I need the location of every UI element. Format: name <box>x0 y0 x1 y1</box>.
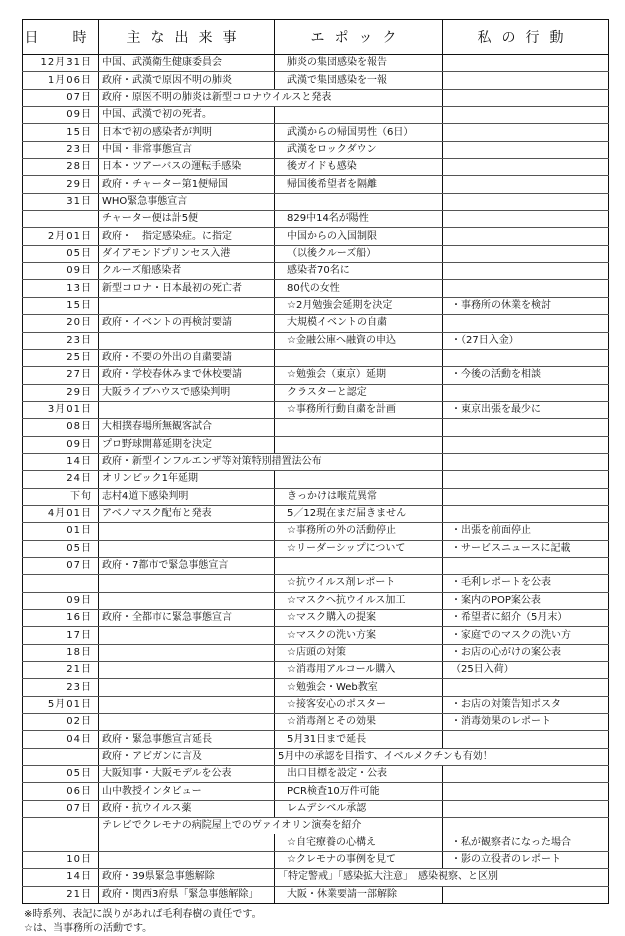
date-cell: 4月01日 <box>23 505 99 522</box>
action-cell: ・今後の活動を相談 <box>443 367 609 384</box>
action-cell <box>443 436 609 453</box>
table-row <box>23 523 609 540</box>
event-cell <box>99 662 275 679</box>
epoch-cell: （以後クルーズ船） <box>275 245 443 262</box>
table-row <box>23 89 609 106</box>
action-cell: ・私が観察者になった場合 <box>443 834 609 851</box>
event-cell: 中国、武漢衛生健康委員会 <box>99 55 275 72</box>
epoch-cell: ☆抗ウイルス剤レポート <box>275 575 443 592</box>
table-row <box>23 332 609 349</box>
date-cell: 06日 <box>23 783 99 800</box>
epoch-cell: ☆2月勉強会延期を決定 <box>275 297 443 314</box>
action-cell <box>443 124 609 141</box>
event-cell: 政府・抗ウイルス薬 <box>99 800 275 817</box>
epoch-cell: 中国からの入国制限 <box>275 228 443 245</box>
epoch-cell <box>275 471 443 488</box>
epoch-cell: ☆事務所行動自粛を計画 <box>275 401 443 418</box>
event-cell <box>99 696 275 713</box>
table-row <box>23 72 609 89</box>
action-cell: ・案内のPOP案公表 <box>443 592 609 609</box>
event-cell <box>99 297 275 314</box>
date-cell: 07日 <box>23 800 99 817</box>
date-cell: 05日 <box>23 766 99 783</box>
action-cell: ・消毒効果のレポート <box>443 714 609 731</box>
epoch-cell: 出口目標を設定・公表 <box>275 766 443 783</box>
action-cell <box>443 557 609 574</box>
table-row <box>23 107 609 124</box>
epoch-cell <box>275 419 443 436</box>
action-cell <box>443 679 609 696</box>
epoch-cell: ☆店頭の対策 <box>275 644 443 661</box>
event-cell: 政府・原医不明の肺炎は新型コロナウイルスと発表 <box>99 89 275 106</box>
table-row <box>23 211 609 228</box>
date-cell: 09日 <box>23 592 99 609</box>
epoch-cell: ☆消毒剤とその効果 <box>275 714 443 731</box>
epoch-cell: 「特定警戒」「感染拡大注意」 感染視察、と区別 <box>275 869 443 886</box>
event-cell: 大阪ライブハウスで感染判明 <box>99 384 275 401</box>
action-cell <box>443 280 609 297</box>
epoch-cell <box>275 436 443 453</box>
event-cell: 志村4道下感染判明 <box>99 488 275 505</box>
action-cell <box>443 766 609 783</box>
event-cell: 政府・新型インフルエンザ等対策特別措置法公布 <box>99 453 275 470</box>
action-cell <box>443 471 609 488</box>
event-cell: ダイアモンドプリンセス入港 <box>99 245 275 262</box>
table-row <box>23 453 609 470</box>
event-cell: 政府・全都市に緊急事態宣言 <box>99 610 275 627</box>
date-cell <box>23 575 99 592</box>
date-cell: 13日 <box>23 280 99 297</box>
date-cell: 05日 <box>23 540 99 557</box>
event-cell: 政府・不要の外出の自粛要請 <box>99 349 275 366</box>
action-cell <box>443 263 609 280</box>
epoch-cell <box>275 557 443 574</box>
date-cell <box>23 834 99 851</box>
action-cell <box>443 89 609 106</box>
epoch-cell: 後ガイドも感染 <box>275 159 443 176</box>
action-cell: ・出張を前面停止 <box>443 523 609 540</box>
table-row <box>23 851 609 868</box>
event-cell <box>99 627 275 644</box>
timeline-table <box>22 19 609 904</box>
table-row <box>23 55 609 72</box>
date-cell: 01日 <box>23 523 99 540</box>
table-row <box>23 731 609 748</box>
table-row <box>23 384 609 401</box>
event-cell: 政府・ 指定感染症。に指定 <box>99 228 275 245</box>
date-cell: 08日 <box>23 419 99 436</box>
action-cell: ・お店の心がけの案公表 <box>443 644 609 661</box>
action-cell <box>443 349 609 366</box>
header-date: 日 時 <box>23 20 99 55</box>
event-cell: 政府・7都市で緊急事態宣言 <box>99 557 275 574</box>
epoch-cell <box>275 107 443 124</box>
epoch-cell: 5月31日まで延長 <box>275 731 443 748</box>
epoch-cell: 5月中の承認を目指す、イベルメクチンも有効！ <box>275 748 443 765</box>
header-epoch: エポック <box>275 20 443 55</box>
date-cell: 18日 <box>23 644 99 661</box>
table-row <box>23 436 609 453</box>
epoch-cell: ☆マスクの洗い方案 <box>275 627 443 644</box>
table-row <box>23 419 609 436</box>
date-cell: 07日 <box>23 557 99 574</box>
table-row <box>23 696 609 713</box>
table-row <box>23 610 609 627</box>
table-row <box>23 557 609 574</box>
event-cell <box>99 540 275 557</box>
epoch-cell: 武漢からの帰国男性（6日） <box>275 124 443 141</box>
footnote: ※時系列、表記に誤りがあれば毛利春樹の責任です。 <box>24 908 262 920</box>
epoch-cell: ☆消毒用アルコール購入 <box>275 662 443 679</box>
table-row <box>23 592 609 609</box>
action-cell: ・お店の対策告知ポスタ <box>443 696 609 713</box>
event-cell <box>99 714 275 731</box>
date-cell: 25日 <box>23 349 99 366</box>
event-cell: 政府・チャーター第1便帰国 <box>99 176 275 193</box>
date-cell: 09日 <box>23 263 99 280</box>
event-cell: 中国、武漢で初の死者。 <box>99 107 275 124</box>
event-cell <box>99 332 275 349</box>
event-cell: 政府・関西3府県「緊急事態解除」 <box>99 886 275 903</box>
date-cell: 15日 <box>23 124 99 141</box>
table-row <box>23 349 609 366</box>
table-row <box>23 401 609 418</box>
epoch-cell: きっかけは喉荒異常 <box>275 488 443 505</box>
date-cell: 2月01日 <box>23 228 99 245</box>
header-my-actions: 私の行動 <box>443 20 609 55</box>
date-cell: 09日 <box>23 107 99 124</box>
date-cell: 1月06日 <box>23 72 99 89</box>
epoch-cell: 80代の女性 <box>275 280 443 297</box>
event-cell: 中国・非常事態宣言 <box>99 141 275 158</box>
event-cell <box>99 401 275 418</box>
epoch-cell: 大阪・休業要請一部解除 <box>275 886 443 903</box>
epoch-cell: レムデシベル承認 <box>275 800 443 817</box>
epoch-cell: ☆金融公庫へ融資の申込 <box>275 332 443 349</box>
action-cell <box>443 488 609 505</box>
date-cell: 31日 <box>23 193 99 210</box>
epoch-cell: ☆マスクへ抗ウイルス加工 <box>275 592 443 609</box>
action-cell <box>443 72 609 89</box>
date-cell: 23日 <box>23 141 99 158</box>
action-cell <box>443 783 609 800</box>
epoch-cell: 感染者70名に <box>275 263 443 280</box>
event-cell <box>99 851 275 868</box>
action-cell <box>443 176 609 193</box>
action-cell <box>443 886 609 903</box>
event-cell: WHO緊急事態宣言 <box>99 193 275 210</box>
action-cell <box>443 193 609 210</box>
date-cell: 16日 <box>23 610 99 627</box>
action-cell <box>443 453 609 470</box>
action-cell: ・家庭でのマスクの洗い方 <box>443 627 609 644</box>
epoch-cell: 大規模イベントの自粛 <box>275 315 443 332</box>
action-cell: ・毛利レポートを公表 <box>443 575 609 592</box>
event-cell: 大相撲春場所無観客試合 <box>99 419 275 436</box>
date-cell: 下旬 <box>23 488 99 505</box>
action-cell: ・東京出張を最少に <box>443 401 609 418</box>
action-cell: （25日入荷） <box>443 662 609 679</box>
date-cell: 10日 <box>23 851 99 868</box>
event-cell: オリンピック1年延期 <box>99 471 275 488</box>
epoch-cell: PCR検査10万件可能 <box>275 783 443 800</box>
table-row <box>23 471 609 488</box>
action-cell: ・希望者に紹介（5月末） <box>443 610 609 627</box>
date-cell: 5月01日 <box>23 696 99 713</box>
footnotes <box>22 908 608 936</box>
epoch-cell <box>275 349 443 366</box>
date-cell: 23日 <box>23 332 99 349</box>
event-cell: テレビでクレモナの病院屋上でのヴァイオリン演奏を紹介 <box>99 818 275 835</box>
event-cell: プロ野球開幕延期を決定 <box>99 436 275 453</box>
epoch-cell: 5／12現在まだ届きません <box>275 505 443 522</box>
event-cell: 大阪知事・大阪モデルを公表 <box>99 766 275 783</box>
event-cell: 日本で初の感染者が判明 <box>99 124 275 141</box>
action-cell <box>443 211 609 228</box>
header-main-events: 主な出来事 <box>99 20 275 55</box>
table-row <box>23 505 609 522</box>
event-cell <box>99 523 275 540</box>
table-row <box>23 714 609 731</box>
event-cell: 新型コロナ・日本最初の死亡者 <box>99 280 275 297</box>
date-cell <box>23 818 99 835</box>
date-cell: 21日 <box>23 886 99 903</box>
table-row <box>23 315 609 332</box>
table-row <box>23 193 609 210</box>
event-cell: 日本・ツアーバスの運転手感染 <box>99 159 275 176</box>
date-cell <box>23 211 99 228</box>
action-cell <box>443 245 609 262</box>
table-header-row <box>23 20 609 55</box>
epoch-cell: 武漢で集団感染を一報 <box>275 72 443 89</box>
event-cell: 政府・アビガンに言及 <box>99 748 275 765</box>
event-cell <box>99 644 275 661</box>
epoch-cell: ☆自宅療養の心構え <box>275 834 443 851</box>
action-cell <box>443 818 609 835</box>
event-cell: 山中教授インタビュー <box>99 783 275 800</box>
date-cell: 29日 <box>23 176 99 193</box>
action-cell <box>443 505 609 522</box>
action-cell <box>443 800 609 817</box>
date-cell: 02日 <box>23 714 99 731</box>
date-cell: 23日 <box>23 679 99 696</box>
action-cell: ・（27日入金） <box>443 332 609 349</box>
event-cell: クルーズ船感染者 <box>99 263 275 280</box>
action-cell <box>443 107 609 124</box>
action-cell <box>443 419 609 436</box>
action-cell <box>443 315 609 332</box>
event-cell: 政府・緊急事態宣言延長 <box>99 731 275 748</box>
table-row <box>23 159 609 176</box>
event-cell <box>99 834 275 851</box>
table-row <box>23 644 609 661</box>
epoch-cell: 帰国後希望者を隔離 <box>275 176 443 193</box>
table-row <box>23 575 609 592</box>
date-cell: 20日 <box>23 315 99 332</box>
event-cell <box>99 592 275 609</box>
epoch-cell: ☆事務所の外の活動停止 <box>275 523 443 540</box>
action-cell <box>443 55 609 72</box>
date-cell: 21日 <box>23 662 99 679</box>
epoch-cell: 肺炎の集団感染を報告 <box>275 55 443 72</box>
epoch-cell: ☆クレモナの事例を見て <box>275 851 443 868</box>
table-row <box>23 280 609 297</box>
event-cell: アベノマスク配布と発表 <box>99 505 275 522</box>
date-cell: 15日 <box>23 297 99 314</box>
event-cell: 政府・学校春休みまで休校要請 <box>99 367 275 384</box>
date-cell: 28日 <box>23 159 99 176</box>
epoch-cell: ☆勉強会・Web教室 <box>275 679 443 696</box>
table-row <box>23 124 609 141</box>
action-cell: ・影の立役者のレポート <box>443 851 609 868</box>
date-cell: 07日 <box>23 89 99 106</box>
table-row <box>23 297 609 314</box>
action-cell <box>443 228 609 245</box>
date-cell: 29日 <box>23 384 99 401</box>
table-row <box>23 886 609 903</box>
epoch-cell: ☆マスク購入の提案 <box>275 610 443 627</box>
date-cell: 27日 <box>23 367 99 384</box>
action-cell <box>443 159 609 176</box>
event-cell: チャーター便は計5便 <box>99 211 275 228</box>
action-cell <box>443 141 609 158</box>
epoch-cell: 829中14名が陽性 <box>275 211 443 228</box>
epoch-cell <box>275 193 443 210</box>
table-row <box>23 176 609 193</box>
action-cell <box>443 731 609 748</box>
date-cell: 14日 <box>23 453 99 470</box>
event-cell: 政府・イベントの再検討要請 <box>99 315 275 332</box>
date-cell: 04日 <box>23 731 99 748</box>
epoch-cell: クラスターと認定 <box>275 384 443 401</box>
date-cell: 05日 <box>23 245 99 262</box>
table-row <box>23 818 609 835</box>
table-row <box>23 800 609 817</box>
date-cell: 3月01日 <box>23 401 99 418</box>
table-row <box>23 245 609 262</box>
date-cell: 17日 <box>23 627 99 644</box>
table-row <box>23 662 609 679</box>
table-row <box>23 540 609 557</box>
event-cell: 政府・武漢で原因不明の肺炎 <box>99 72 275 89</box>
table-row <box>23 834 609 851</box>
table-row <box>23 766 609 783</box>
date-cell: 12月31日 <box>23 55 99 72</box>
table-row <box>23 263 609 280</box>
date-cell <box>23 748 99 765</box>
epoch-cell: ☆勉強会（東京）延期 <box>275 367 443 384</box>
date-cell: 24日 <box>23 471 99 488</box>
table-row <box>23 228 609 245</box>
event-cell <box>99 679 275 696</box>
table-row <box>23 367 609 384</box>
table-row <box>23 869 609 886</box>
event-cell: 政府・39県緊急事態解除 <box>99 869 275 886</box>
event-cell <box>99 575 275 592</box>
action-cell <box>443 384 609 401</box>
date-cell: 14日 <box>23 869 99 886</box>
action-cell: ・事務所の休業を検討 <box>443 297 609 314</box>
epoch-cell: 武漢をロックダウン <box>275 141 443 158</box>
table-row <box>23 748 609 765</box>
table-row <box>23 488 609 505</box>
footnote: ☆は、当事務所の活動です。 <box>24 922 153 934</box>
table-row <box>23 679 609 696</box>
table-row <box>23 783 609 800</box>
action-cell: ・サービスニュースに記載 <box>443 540 609 557</box>
epoch-cell: ☆接客安心のポスター <box>275 696 443 713</box>
table-row <box>23 627 609 644</box>
timeline-sheet <box>22 19 608 936</box>
table-row <box>23 141 609 158</box>
date-cell: 09日 <box>23 436 99 453</box>
epoch-cell: ☆リーダーシップについて <box>275 540 443 557</box>
